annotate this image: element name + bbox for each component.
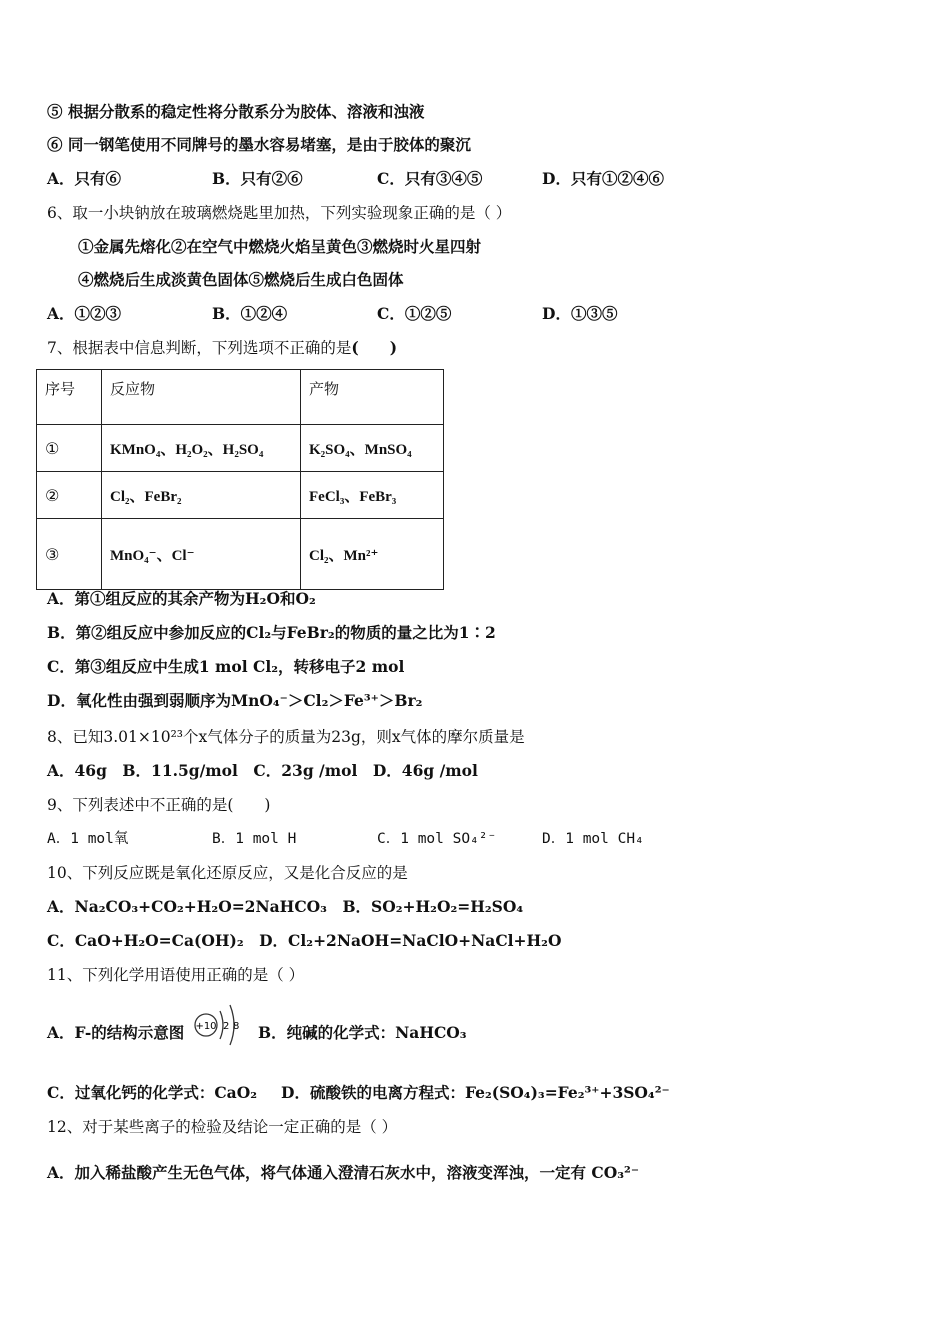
q10-row2: C．CaO+H₂O=Ca(OH)₂ D．Cl₂+2NaOH=NaClO+NaCl+H₂O [47, 931, 562, 950]
q9-option-d: D．1 mol CH₄ [542, 831, 644, 847]
q11-option-b: B．纯碱的化学式：NaHCO₃ [258, 1023, 467, 1042]
q5-item5: ⑤ 根据分散系的稳定性将分散系分为胶体、溶液和浊液 [47, 102, 425, 121]
q7-option-b: B．第②组反应中参加反应的Cl₂与FeBr₂的物质的量之比为1∶2 [47, 623, 496, 642]
q7-option-d: D．氧化性由强到弱顺序为MnO₄⁻＞Cl₂＞Fe³⁺＞Br₂ [47, 691, 423, 710]
q9-stem: 9、下列表述中不正确的是( ) [47, 796, 271, 814]
q5-item6: ⑥ 同一钢笔使用不同牌号的墨水容易堵塞，是由于胶体的聚沉 [47, 135, 471, 154]
row-no: ② [37, 472, 102, 519]
q11-option-d: D．硫酸铁的电离方程式：Fe₂(SO₄)₃=Fe₂³⁺+3SO₄²⁻ [281, 1083, 670, 1102]
table-header-row [37, 370, 444, 425]
row-products: K₂SO₄、MnSO₄ [301, 425, 444, 472]
q6-stem: 6、取一小块钠放在玻璃燃烧匙里加热，下列实验现象正确的是（ ） [47, 204, 512, 222]
q6-option-c: C．①②⑤ [377, 304, 452, 323]
row-no: ① [37, 425, 102, 472]
q7-option-c: C．第③组反应中生成1 mol Cl₂，转移电子2 mol [47, 657, 405, 676]
q8-stem: 8、已知3.01×10²³个x气体分子的质量为23g，则x气体的摩尔质量是 [47, 728, 525, 746]
table-row [37, 425, 444, 472]
shell-2-count: 8 [233, 1021, 240, 1032]
q9-option-b: B．1 mol H [212, 831, 297, 847]
q11-option-c-text: C．过氧化钙的化学式：CaO₂ [47, 1083, 258, 1102]
q12-option-a: A．加入稀盐酸产生无色气体，将气体通入澄清石灰水中，溶液变浑浊，一定有 CO₃²⁻ [47, 1163, 640, 1182]
q7-stem-paren: ( ) [351, 338, 398, 357]
q5-option-a: A．只有⑥ [47, 169, 122, 188]
q7-stem [47, 338, 397, 358]
nucleus-charge: +10 [195, 1021, 217, 1032]
reaction-table [36, 369, 444, 590]
row-products: Cl₂、Mn²⁺ [301, 519, 444, 590]
q5-option-b: B．只有②⑥ [212, 169, 303, 188]
q6-line1: ①金属先熔化②在空气中燃烧火焰呈黄色③燃烧时火星四射 [78, 237, 482, 256]
q7-stem-text: 7、根据表中信息判断，下列选项不正确的是 [47, 339, 352, 357]
q10-stem: 10、下列反应既是氧化还原反应，又是化合反应的是 [47, 864, 408, 882]
q5-option-d: D．只有①②④⑥ [542, 169, 664, 188]
q11-stem: 11、下列化学用语使用正确的是（ ） [47, 966, 305, 984]
q7-option-a: A．第①组反应的其余产物为H₂O和O₂ [47, 589, 316, 608]
q11-option-c [47, 1083, 257, 1103]
q9-option-c: C．1 mol SO₄²⁻ [377, 831, 497, 847]
q10-row1: A．Na₂CO₃+CO₂+H₂O=2NaHCO₃ B．SO₂+H₂O₂=H₂SO₄ [47, 897, 524, 916]
header-products: 产物 [301, 370, 444, 425]
q6-line2: ④燃烧后生成淡黄色固体⑤燃烧后生成白色固体 [78, 270, 404, 289]
table-row [37, 519, 444, 590]
q11-option-a: A．F-的结构示意图 [47, 1023, 185, 1042]
table-row [37, 472, 444, 519]
q5-option-c: C．只有③④⑤ [377, 169, 483, 188]
shell-1-count: 2 [223, 1021, 230, 1032]
row-no: ③ [37, 519, 102, 590]
q6-option-b: B．①②④ [212, 304, 288, 323]
q6-option-a: A．①②③ [47, 304, 122, 323]
row-reactants: MnO₄⁻、Cl⁻ [102, 519, 301, 590]
q9-option-a: A．1 mol氧 [47, 831, 129, 847]
q6-option-d: D．①③⑤ [542, 304, 618, 323]
header-no: 序号 [37, 370, 102, 425]
q8-options: A．46g B．11.5g/mol C．23g /mol D．46g /mol [47, 761, 478, 780]
header-reactants: 反应物 [102, 370, 301, 425]
q12-stem: 12、对于某些离子的检验及结论一定正确的是（ ） [47, 1118, 398, 1136]
fluoride-atom-structure-diagram [190, 996, 246, 1054]
row-reactants: Cl₂、FeBr₂ [102, 472, 301, 519]
row-products: FeCl₃、FeBr₃ [301, 472, 444, 519]
row-reactants: KMnO₄、H₂O₂、H₂SO₄ [102, 425, 301, 472]
